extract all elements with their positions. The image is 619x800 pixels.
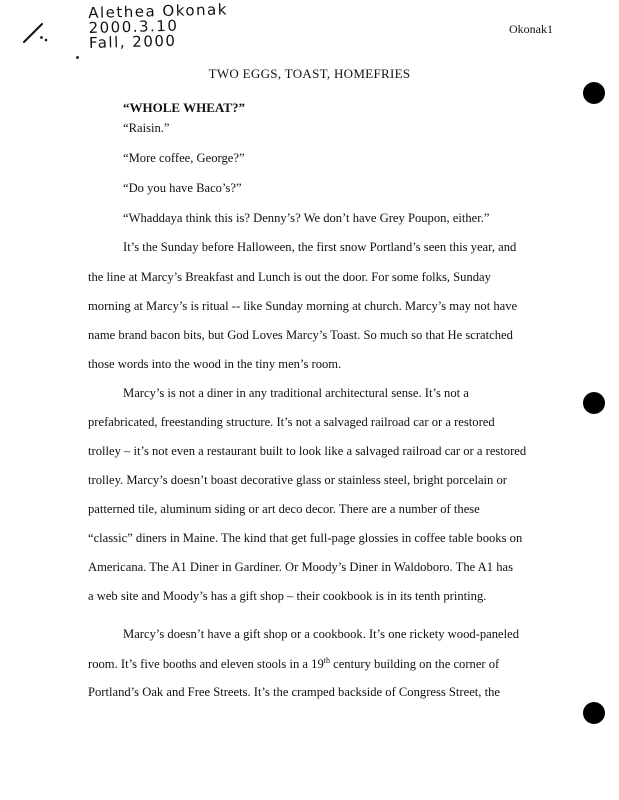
- body-line: morning at Marcy’s is ritual -- like Sunday morning at church. Marcy’s may not have: [88, 299, 518, 313]
- body-line: Americana. The A1 Diner in Gardiner. Or Moody’s Diner in Waldoboro. The A1 has: [88, 560, 513, 574]
- body-line: trolley. Marcy’s doesn’t boast decorative glass or stainless steel, bright porcelain or: [88, 473, 507, 487]
- body-line: “More coffee, George?”: [123, 151, 245, 165]
- body-line: prefabricated, freestanding structure. It’s not a salvaged railroad car or a restored: [88, 415, 495, 429]
- body-line: “classic” diners in Maine. The kind that get full-page glossies in coffee table books on: [88, 531, 523, 545]
- body-line-part: room. It’s five booths and eleven stools in a 19: [88, 657, 324, 672]
- page-header: Okonak1: [509, 22, 553, 36]
- body-line-part: century building on the corner of: [329, 657, 500, 672]
- body-line: Marcy’s doesn’t have a gift shop or a cookbook. It’s one rickety wood-paneled: [123, 627, 520, 641]
- handwritten-date: 2000.3.10: [88, 16, 179, 37]
- body-line: trolley – it’s not even a restaurant built to look like a salvaged railroad car or a restored: [88, 444, 527, 458]
- handwritten-note: [88, 2, 229, 51]
- body-line: Portland’s Oak and Free Streets. It’s the cramped backside of Congress Street, the: [88, 685, 500, 699]
- binder-hole-icon: [583, 702, 605, 724]
- body-line: [88, 656, 499, 672]
- body-line: those words into the wood in the tiny men’s room.: [88, 357, 342, 371]
- handwritten-author: Alethea Okonak: [87, 0, 229, 22]
- scan-speck: [40, 36, 43, 39]
- body-line: “Raisin.”: [123, 121, 170, 135]
- page-title: TWO EGGS, TOAST, HOMEFRIES: [208, 66, 411, 81]
- body-line: “WHOLE WHEAT?”: [123, 100, 245, 115]
- handwritten-term: Fall, 2000: [88, 31, 177, 52]
- body-line: It’s the Sunday before Halloween, the first snow Portland’s seen this year, and: [123, 240, 517, 254]
- body-line: “Do you have Baco’s?”: [123, 181, 242, 195]
- binder-hole-icon: [583, 82, 605, 104]
- scan-speck: [76, 56, 79, 59]
- body-line: name brand bacon bits, but God Loves Marcy’s Toast. So much so that He scratched: [88, 328, 513, 342]
- pen-mark-icon: [20, 18, 48, 46]
- binder-hole-icon: [583, 392, 605, 414]
- body-line: the line at Marcy’s Breakfast and Lunch is out the door. For some folks, Sunday: [88, 270, 491, 284]
- superscript: th: [323, 656, 330, 665]
- body-line: “Whaddaya think this is? Denny’s? We don’t have Grey Poupon, either.”: [123, 211, 490, 225]
- body-line: patterned tile, aluminum siding or art deco decor. There are a number of these: [88, 502, 480, 516]
- body-line: Marcy’s is not a diner in any traditional architectural sense. It’s not a: [123, 386, 469, 400]
- body-line: a web site and Moody’s has a gift shop – their cookbook is in its tenth printing.: [88, 589, 487, 603]
